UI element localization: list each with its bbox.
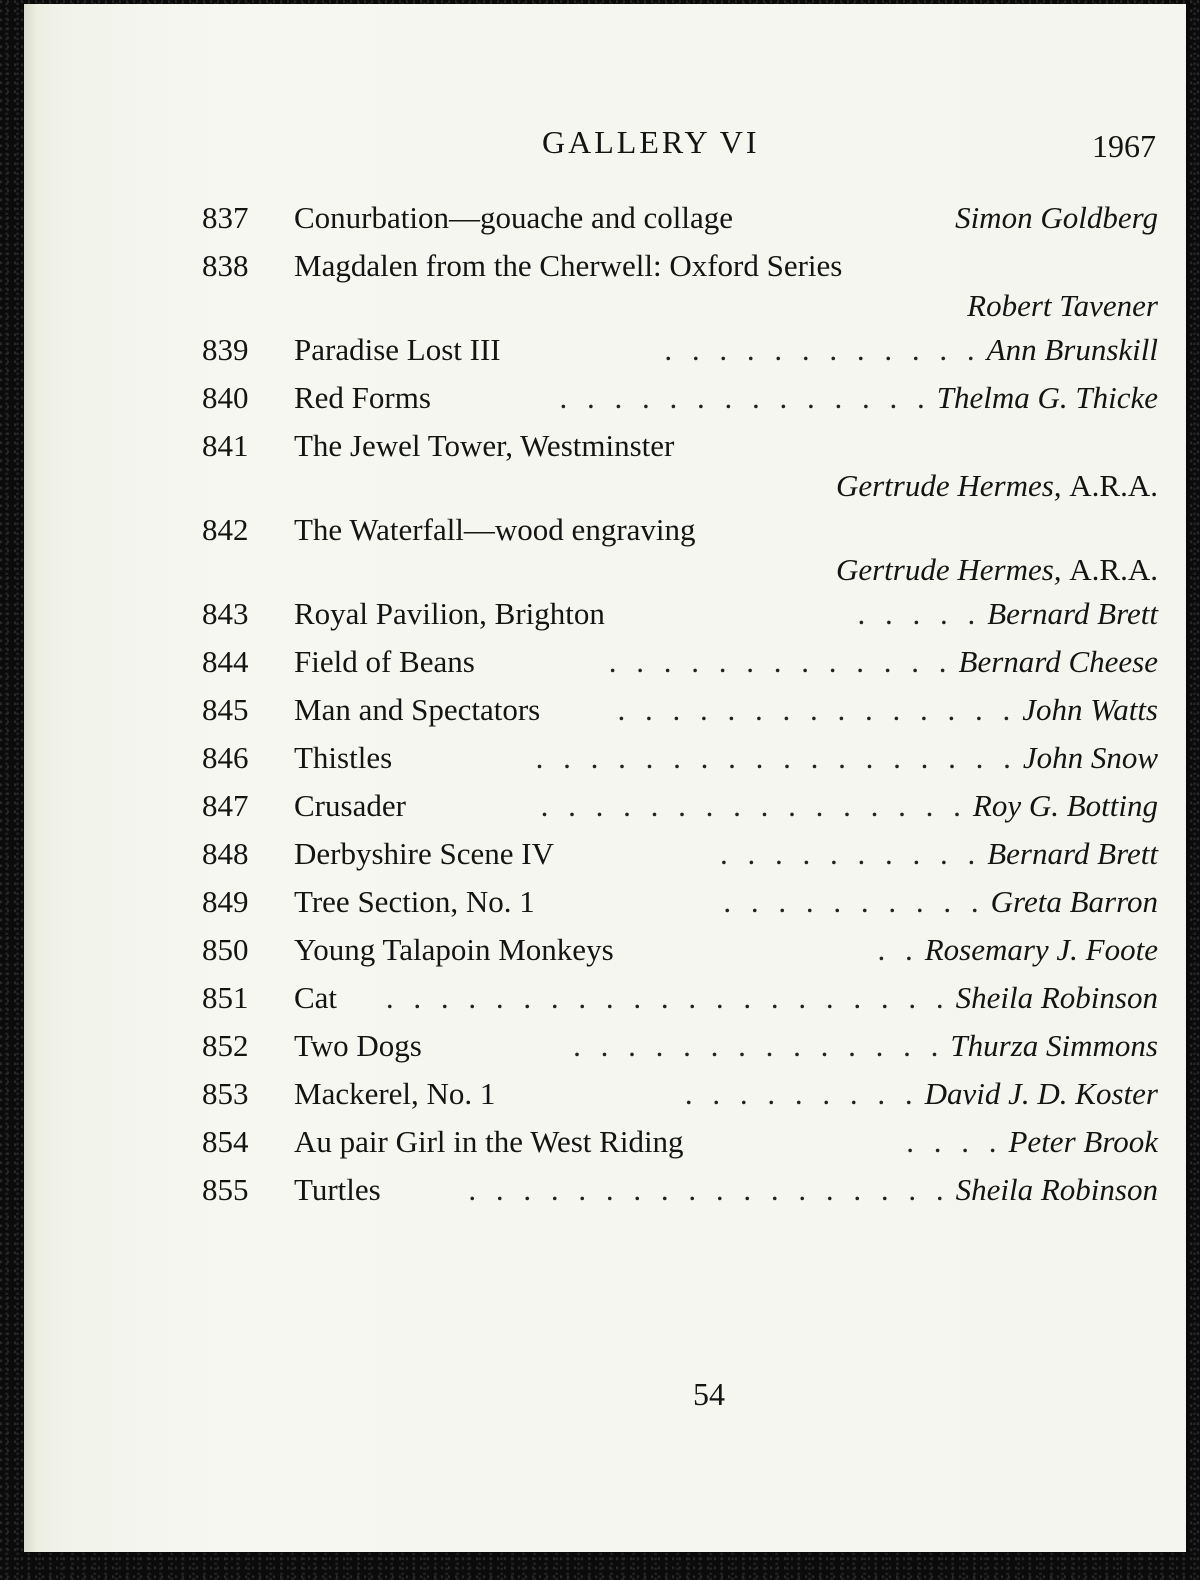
artist-name: Gertrude Hermes,	[835, 552, 1062, 587]
gallery-title: GALLERY VI	[542, 124, 760, 160]
dot-leader: . . . . . . . . . . . . . . . . . .	[468, 1172, 950, 1207]
entry-artist: Simon Goldberg	[955, 200, 1158, 235]
artist-honours: A.R.A.	[1069, 552, 1158, 587]
entry-artist: John Snow	[1022, 740, 1158, 775]
entry-list	[202, 192, 1158, 1212]
entry-number: 851	[202, 980, 249, 1015]
dot-leader: . . . .	[906, 1124, 1003, 1159]
entry-artist: Greta Barron	[990, 884, 1158, 919]
entry-title: Tree Section, No. 1	[294, 884, 535, 919]
entry-artist: Ann Brunskill	[986, 332, 1158, 367]
entry-artist: Sheila Robinson	[955, 980, 1158, 1015]
entry-number: 846	[202, 740, 249, 775]
catalogue-entry	[202, 828, 1158, 876]
entry-artist: Rosemary J. Foote	[924, 932, 1158, 967]
dot-leader: . . . . . . . . . . . . . . . .	[540, 788, 967, 823]
entry-artist: Bernard Brett	[987, 836, 1158, 871]
entry-title: Two Dogs	[294, 1028, 422, 1063]
entry-number: 848	[202, 836, 249, 871]
catalogue-entry	[202, 420, 1158, 504]
entry-number: 853	[202, 1076, 249, 1111]
entry-artist: Thurza Simmons	[950, 1028, 1158, 1063]
entry-title: Red Forms	[294, 380, 431, 415]
catalogue-entry	[202, 972, 1158, 1020]
dot-leader: . . . . . . . . . . . .	[664, 332, 981, 367]
entry-title: Field of Beans	[294, 644, 475, 679]
entry-number: 841	[202, 428, 249, 463]
entry-number: 838	[202, 248, 249, 283]
entry-number: 852	[202, 1028, 249, 1063]
entry-title: Paradise Lost III	[294, 332, 501, 367]
entry-artist: Bernard Cheese	[958, 644, 1158, 679]
entry-title: The Jewel Tower, Westminster	[294, 428, 675, 463]
dot-leader: . . . . . . . . . . . . . . . . . .	[535, 740, 1017, 775]
entry-artist: Bernard Brett	[987, 596, 1158, 631]
entry-artist: Robert Tavener	[967, 288, 1158, 323]
catalogue-entry	[202, 240, 1158, 324]
entry-number: 850	[202, 932, 249, 967]
catalogue-entry	[202, 876, 1158, 924]
entry-number: 855	[202, 1172, 249, 1207]
catalogue-entry	[202, 1020, 1158, 1068]
catalogue-entry	[202, 684, 1158, 732]
entry-artist: Peter Brook	[1008, 1124, 1158, 1159]
entry-title: Conurbation—gouache and collage	[294, 200, 734, 235]
catalogue-entry	[202, 732, 1158, 780]
artist-name: Gertrude Hermes,	[835, 468, 1062, 503]
catalogue-entry	[202, 780, 1158, 828]
dot-leader: . . . . . . . . . . . . . .	[559, 380, 931, 415]
catalogue-entry	[202, 1068, 1158, 1116]
entry-title: Cat	[294, 980, 338, 1015]
dot-leader: . . . . . . . . . . . . . . .	[617, 692, 1017, 727]
dot-leader: . . . . . . . . . .	[719, 836, 982, 871]
entry-artist	[836, 552, 1158, 587]
entry-artist: Sheila Robinson	[955, 1172, 1158, 1207]
entry-artist: Thelma G. Thicke	[936, 380, 1158, 415]
entry-number: 844	[202, 644, 249, 679]
entry-number: 837	[202, 200, 249, 235]
dot-leader: . . . . . . . . . .	[723, 884, 985, 919]
entry-title: Royal Pavilion, Brighton	[294, 596, 605, 631]
entry-title: Man and Spectators	[294, 692, 541, 727]
entry-title: Thistles	[294, 740, 393, 775]
artist-honours: A.R.A.	[1069, 468, 1158, 503]
page-number: 54	[693, 1376, 725, 1412]
catalogue-entry	[202, 192, 1158, 240]
dot-leader: . . . . . . . . . . . . . .	[573, 1028, 945, 1063]
entry-title: Turtles	[294, 1172, 381, 1207]
dot-leader: . . . . . . . . . . . . . . . . . . . . .	[385, 980, 950, 1015]
catalogue-entry	[202, 504, 1158, 588]
running-head	[24, 124, 1186, 168]
catalogue-entry	[202, 636, 1158, 684]
entry-number: 842	[202, 512, 249, 547]
entry-number: 849	[202, 884, 249, 919]
entry-number: 840	[202, 380, 249, 415]
dot-leader: . .	[877, 932, 919, 967]
catalogue-entry	[202, 1164, 1158, 1212]
catalogue-entry	[202, 324, 1158, 372]
entry-artist: David J. D. Koster	[924, 1076, 1158, 1111]
entry-number: 847	[202, 788, 249, 823]
catalogue-entry	[202, 1116, 1158, 1164]
catalogue-entry	[202, 588, 1158, 636]
entry-title: Au pair Girl in the West Riding	[294, 1124, 684, 1159]
dot-leader: . . . . .	[857, 596, 982, 631]
entry-title: Derbyshire Scene IV	[294, 836, 554, 871]
entry-artist: John Watts	[1022, 692, 1158, 727]
entry-title: Crusader	[294, 788, 406, 823]
entry-title: Young Talapoin Monkeys	[294, 932, 614, 967]
entry-title: Mackerel, No. 1	[294, 1076, 496, 1111]
entry-artist: Roy G. Botting	[972, 788, 1158, 823]
catalogue-year: 1967	[1092, 128, 1156, 164]
entry-number: 843	[202, 596, 249, 631]
catalogue-entry	[202, 372, 1158, 420]
catalogue-entry	[202, 924, 1158, 972]
page-edge	[24, 4, 38, 1552]
catalogue-page	[24, 4, 1186, 1552]
entry-number: 854	[202, 1124, 249, 1159]
entry-number: 839	[202, 332, 249, 367]
dot-leader: . . . . . . . . . . . . .	[608, 644, 953, 679]
dot-leader: . . . . . . . . .	[684, 1076, 919, 1111]
entry-artist	[836, 468, 1158, 503]
entry-title: Magdalen from the Cherwell: Oxford Series	[294, 248, 843, 283]
entry-title: The Waterfall—wood engraving	[294, 512, 696, 547]
entry-number: 845	[202, 692, 249, 727]
